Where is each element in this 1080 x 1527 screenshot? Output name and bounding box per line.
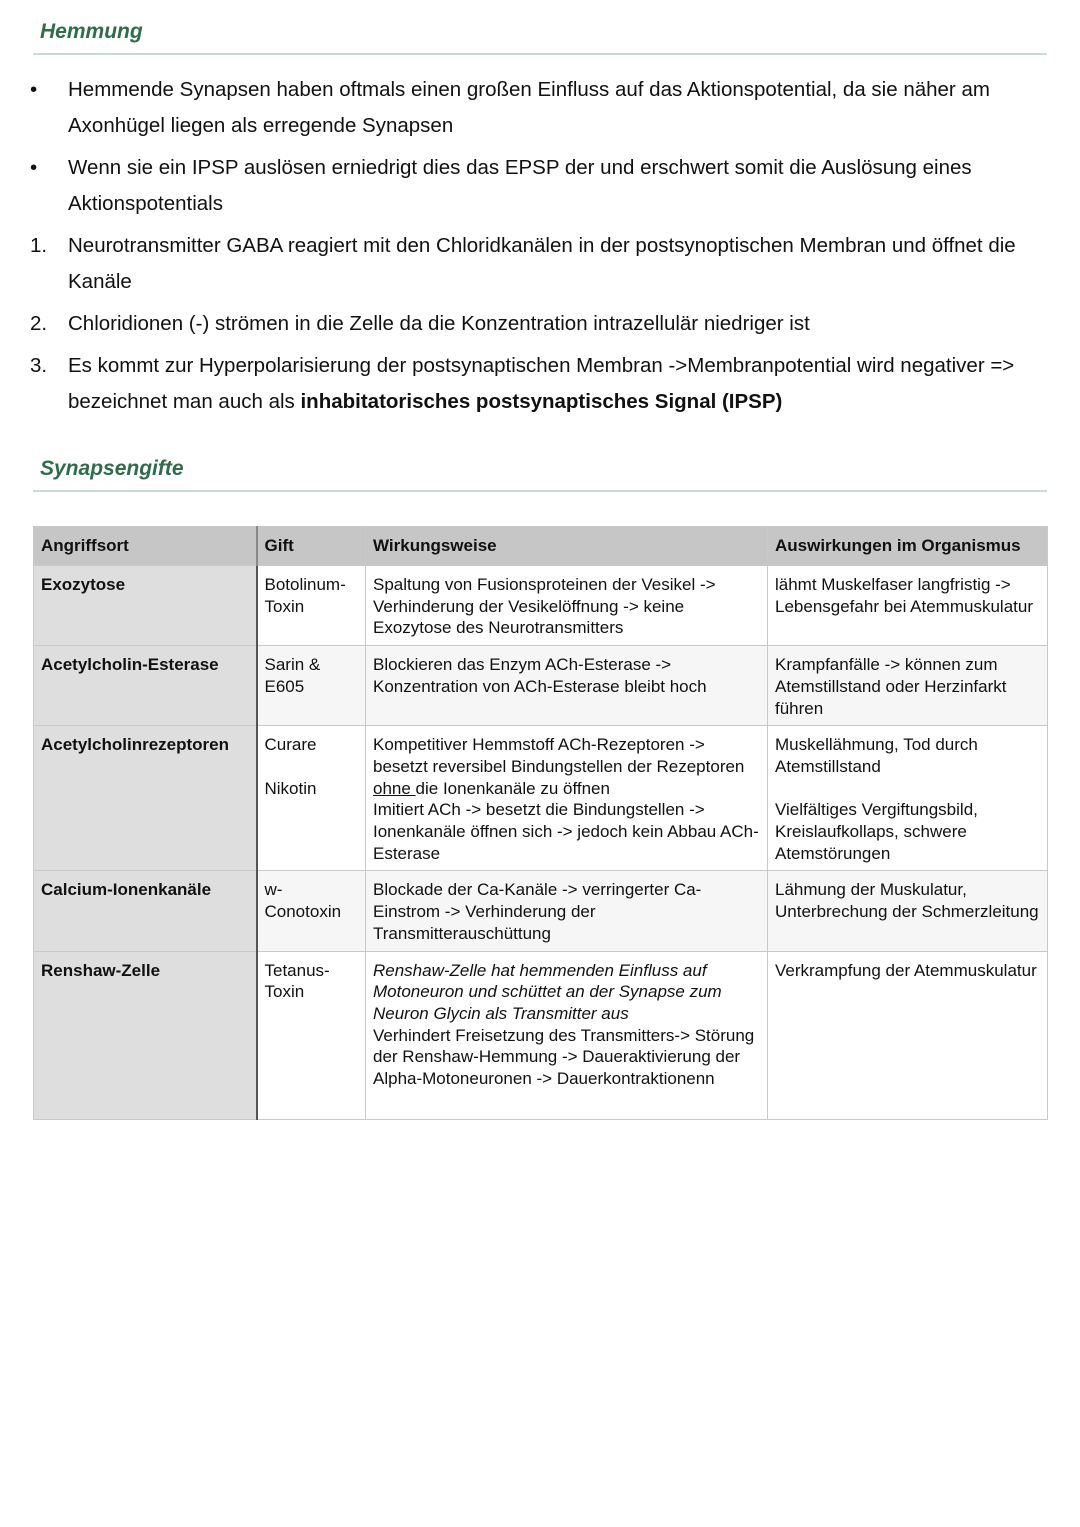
table-row: Acetylcholin-Esterase Sarin & E605 Blockieren das Enzym ACh-Esterase -> Konzentration von ACh-Esterase bleibt hoch Krampfanfälle -> können zum Atemstillstand oder Herzinfarkt führen [34, 646, 1048, 726]
heading-rule [33, 53, 1047, 55]
heading-synapsengifte: Synapsengifte [40, 457, 184, 480]
table-row: Exozytose Botolinum-Toxin Spaltung von Fusionsproteinen der Vesikel -> Verhinderung der Vesikelöffnung -> keine Exozytose des Neurotransmitters lähmt Muskelfaser langfristig -> Lebensgefahr bei Atemmuskulatur [34, 566, 1048, 646]
heading-hemmung: Hemmung [40, 20, 143, 43]
numbered-item: 2. Chloridionen (-) strömen in die Zelle da die Konzentration intrazellulär niedriger ist [30, 312, 810, 335]
table-header-row: Angriffsort Gift Wirkungsweise Auswirkungen im Organismus [34, 527, 1048, 566]
table-row: Renshaw-Zelle Tetanus-Toxin Renshaw-Zelle hat hemmenden Einfluss auf Motoneuron und schüttet an der Synapse zum Neuron Glycin als Transmitter aus Verhindert Freisetzung des Transmitters-> Störung der Renshaw-Hemmung -> Daueraktivierung der Alpha-Motoneuronen -> Dauerkontraktionenn Verkrampfung der Atemmuskulatur [34, 951, 1048, 1119]
bullet-item: • Wenn sie ein IPSP auslösen erniedrigt dies das EPSP der und erschwert somit die Auslösung eines Aktionspotentials [30, 156, 972, 215]
table-row: Acetylcholinrezeptoren Curare Nikotin Kompetitiver Hemmstoff ACh-Rezeptoren -> besetzt reversibel Bindungstellen der Rezeptoren ohne die Ionenkanäle zu öffnen Imitiert ACh -> besetzt die Bindungstellen -> Ionenkanäle öffnen sich -> jedoch kein Abbau ACh-Esterase Muskellähmung, Tod durch Atemstillstand Vielfältiges Vergiftungsbild, Kreislaufkollaps, schwere Atemstörungen [34, 726, 1048, 871]
bullet-item: • Hemmende Synapsen haben oftmals einen großen Einfluss auf das Aktionspotential, da sie näher am Axonhügel liegen als erregende Synapsen [30, 78, 990, 137]
synapsengifte-table [33, 526, 1048, 1120]
heading-rule [33, 490, 1047, 492]
numbered-item: 3. Es kommt zur Hyperpolarisierung der postsynaptischen Membran ->Membranpotential wird negativer => bezeichnet man auch als inhabitatorisches postsynaptisches Signal (IPSP) [30, 354, 1015, 413]
hemmung-list [30, 72, 1050, 426]
table-row: Calcium-Ionenkanäle w-Conotoxin Blockade der Ca-Kanäle -> verringerter Ca-Einstrom -> Verhinderung der Transmitterauschüttung Lähmung der Muskulatur, Unterbrechung der Schmerzleitung [34, 871, 1048, 951]
numbered-item: 1. Neurotransmitter GABA reagiert mit den Chloridkanälen in der postsynoptischen Membran und öffnet die Kanäle [30, 234, 1016, 293]
